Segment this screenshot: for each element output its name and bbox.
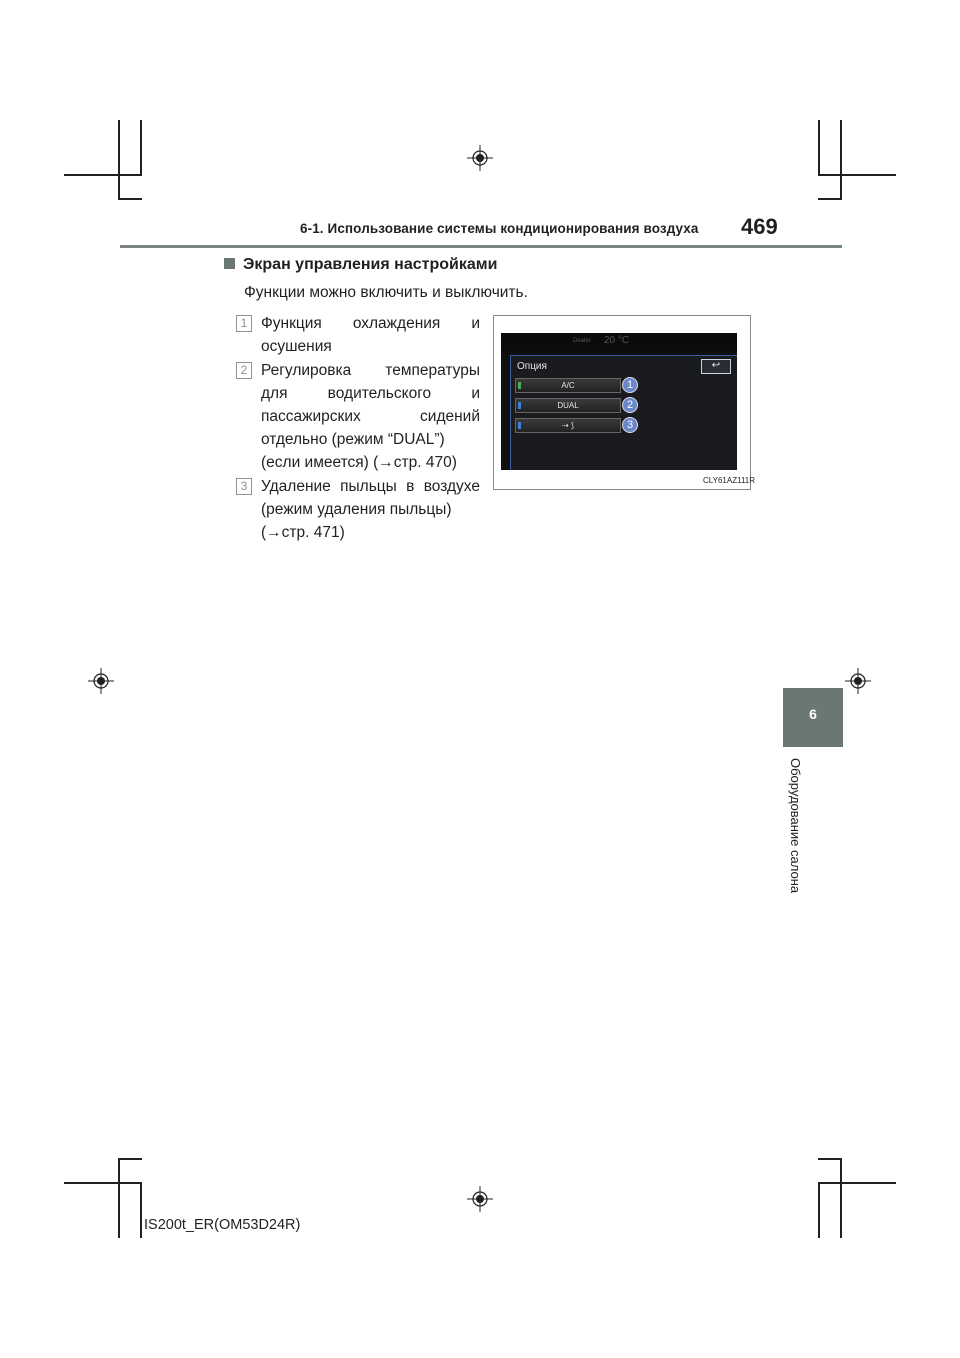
pollen-removal-button[interactable] — [515, 418, 621, 433]
item-number: 2 — [236, 362, 252, 379]
fan-icon: ⇢ ⟆ — [561, 421, 575, 430]
callout-marker: 2 — [622, 397, 638, 413]
dual-button[interactable] — [515, 398, 621, 413]
item-line: (→стр. 471) — [261, 524, 345, 541]
section-title — [224, 256, 497, 274]
item-line: Регулировка температуры — [261, 362, 480, 379]
options-panel — [510, 355, 737, 470]
button-label: A/C — [561, 381, 575, 390]
crop-mark — [140, 120, 142, 176]
crop-mark — [140, 1182, 142, 1238]
crop-mark — [818, 1158, 842, 1160]
crop-mark — [118, 1158, 142, 1160]
model-code: IS200t_ER(OM53D24R) — [144, 1217, 301, 1233]
indicator-led — [518, 382, 521, 389]
status-text: Dealer — [573, 338, 591, 344]
crop-mark — [118, 120, 120, 200]
status-temperature: 20 °C — [604, 335, 630, 346]
panel-title: Опция — [517, 361, 547, 372]
ac-button[interactable] — [515, 378, 621, 393]
crop-mark — [840, 120, 842, 200]
crop-mark — [118, 1158, 120, 1238]
crop-mark — [818, 120, 820, 176]
indicator-led — [518, 422, 521, 429]
item-line: (если имеется) (→стр. 470) — [261, 454, 457, 471]
registration-mark-icon — [467, 1186, 493, 1212]
item-line: отдельно (режим “DUAL”) — [261, 431, 445, 448]
item-line: осушения — [261, 338, 332, 355]
registration-mark-icon — [467, 145, 493, 171]
indicator-led — [518, 402, 521, 409]
section-title-text: Экран управления настройками — [243, 256, 498, 273]
crop-mark — [818, 1182, 896, 1184]
item-line: Функция охлаждения и — [261, 315, 480, 332]
callout-marker: 3 — [622, 417, 638, 433]
item-line: для водительского и — [261, 385, 480, 402]
back-button[interactable] — [701, 359, 731, 374]
header-rule — [120, 245, 842, 248]
chapter-tab — [783, 688, 843, 747]
item-line: Удаление пыльцы в воздухе — [261, 478, 480, 495]
crop-mark — [64, 174, 142, 176]
crop-mark — [840, 1158, 842, 1238]
item-number: 1 — [236, 315, 252, 332]
crop-mark — [818, 174, 896, 176]
image-code: CLY61AZ111R — [703, 476, 756, 485]
crop-mark — [64, 1182, 142, 1184]
chapter-tab-label: Оборудование салона — [788, 758, 803, 894]
list-item — [236, 312, 480, 358]
screen-status-bar — [501, 333, 737, 351]
display-screen — [501, 333, 737, 470]
list-item — [236, 475, 480, 544]
square-bullet-icon — [224, 258, 235, 269]
button-label: DUAL — [557, 401, 579, 410]
crop-mark — [818, 198, 842, 200]
registration-mark-icon — [845, 668, 871, 694]
section-intro: Функции можно включить и выключить. — [244, 284, 528, 301]
crop-mark — [818, 1182, 820, 1238]
page-number: 469 — [741, 214, 778, 239]
item-number: 3 — [236, 478, 252, 495]
chapter-title: 6-1. Использование системы кондиционирования воздуха — [300, 221, 699, 236]
chapter-tab-number: 6 — [809, 706, 817, 722]
list-item — [236, 359, 480, 474]
item-line: (режим удаления пыльцы) — [261, 501, 452, 518]
item-line: пассажирских сидений — [261, 408, 480, 425]
crop-mark — [118, 198, 142, 200]
screen-illustration — [493, 315, 756, 490]
return-arrow-icon: ↩ — [711, 360, 721, 371]
callout-marker: 1 — [622, 377, 638, 393]
registration-mark-icon — [88, 668, 114, 694]
